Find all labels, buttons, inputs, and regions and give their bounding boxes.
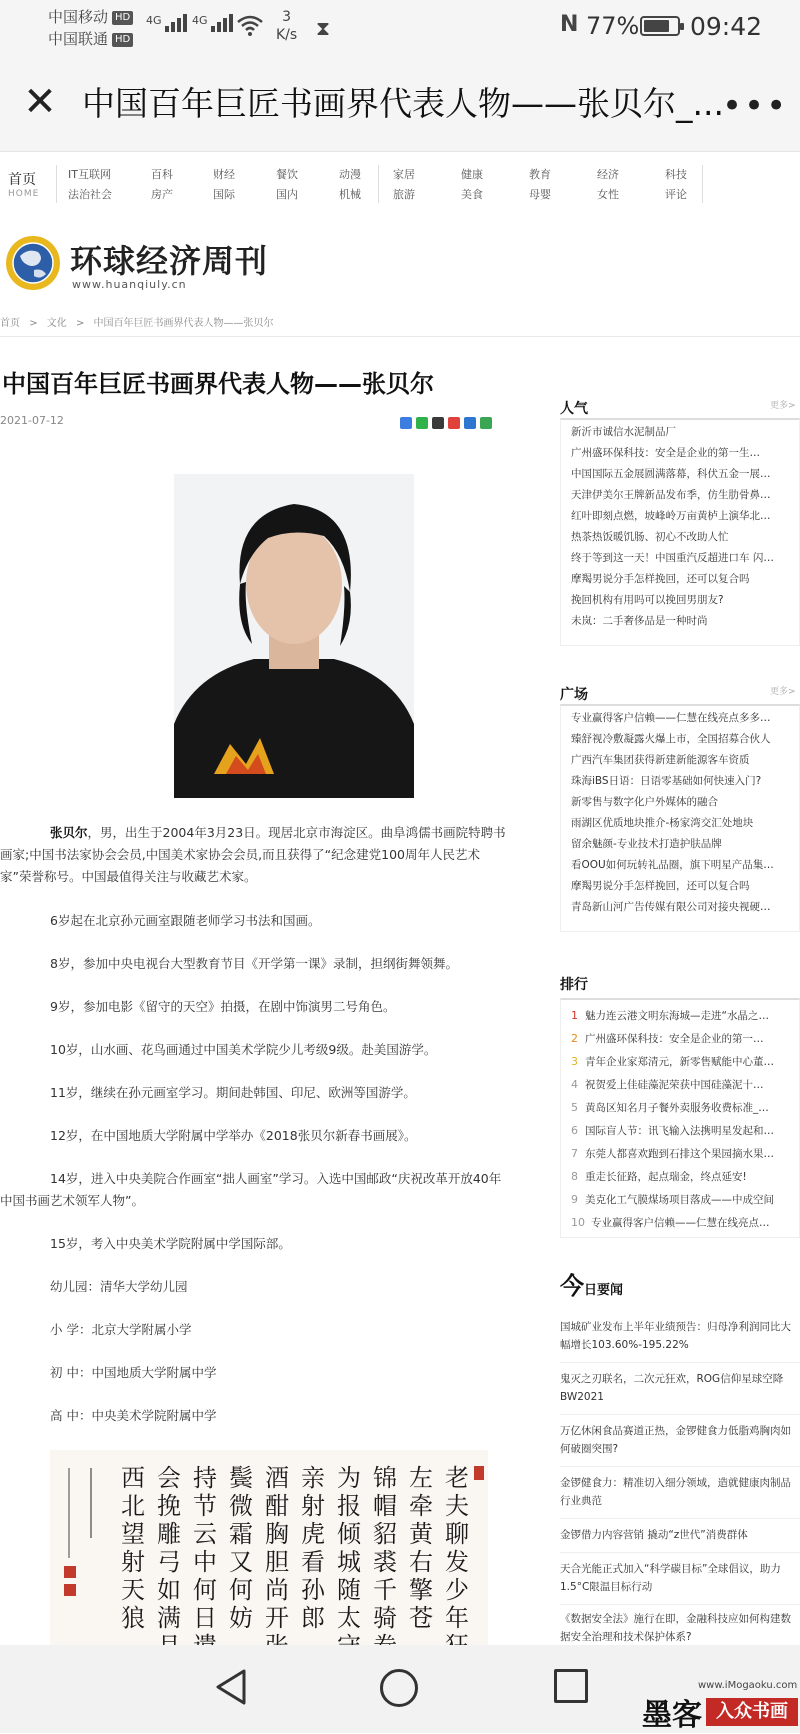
popular-more-link[interactable]: 更多> [770,401,796,411]
nav-col-7 [461,165,483,205]
list-item[interactable]: 红叶即刻点燃，坡峰岭万亩黄栌上演华北… [571,510,771,522]
baidu-icon[interactable] [464,417,476,429]
watermark-logo: 墨客 [642,1698,702,1733]
share-plus-icon[interactable] [400,417,412,429]
weibo-icon[interactable] [448,417,460,429]
calligraphy-column: 为报倾城随太 [337,1464,361,1632]
more-menu-icon[interactable]: ••• [722,86,789,126]
site-url: www.huanqiuly.cn [72,278,187,291]
rank-item[interactable]: 6 国际盲人节：讯飞输入法携明星发起和… [571,1124,774,1137]
nav-link[interactable]: 国际 [213,188,235,201]
news-item[interactable]: 金锣健食力：精准切入细分领域，造就健康肉制品行业典范 [560,1477,791,1507]
article-paragraph: 初 中：中国地质大学附属中学 [50,1365,217,1380]
article-paragraph: 10岁，山水画、花鸟画通过中国美术学院少儿考级9级。赴美国游学。 [50,1042,437,1057]
calligraphy-column: 亲射虎看孙郎 [301,1464,325,1632]
list-item[interactable]: 广州盛环保科技：安全是企业的第一生… [571,447,760,459]
watermark-url: www.iMogaoku.com [698,1680,798,1691]
news-item[interactable]: 金锣借力内容营销 撬动“z世代”消费群体 [560,1529,748,1541]
battery-percent: 77% [586,12,640,40]
seal-stamp [64,1584,76,1596]
back-triangle-icon[interactable] [212,1667,252,1707]
portrait-photo [174,474,414,798]
square-heading: 广场 [560,687,588,703]
news-item[interactable]: 鬼灭之刃联名，二次元狂欢，ROG信仰星球空降BW2021 [560,1373,784,1403]
article-paragraph: 9岁，参加电影《留守的天空》拍摄，在剧中饰演男二号角色。 [50,999,396,1014]
browser-title-bar [0,54,800,152]
popular-heading: 人气 [560,401,588,417]
globe-logo-icon[interactable] [4,234,62,292]
qq-icon[interactable] [432,417,444,429]
nav-col-4 [276,165,298,205]
hd-badge-1: HD [112,11,133,25]
rank-list [560,998,800,1238]
article-paragraph: 小 学：北京大学附属小学 [50,1322,192,1337]
nav-link[interactable]: 法治社会 [68,188,112,201]
breadcrumb-separator: > [75,318,85,329]
nav-home[interactable]: 首页 HOME [8,172,40,199]
news-divider [560,1362,800,1363]
article-date: 2021-07-12 [0,414,64,427]
clock: 09:42 [690,12,763,41]
news-item[interactable]: 国城矿业发布上半年业绩预告：归母净利润同比大幅增长103.60%-195.22% [560,1321,791,1351]
person-name: 张贝尔 [50,825,88,840]
nav-link[interactable]: 餐饮 [276,168,298,181]
article-intro: 张贝尔，男，出生于2004年3月23日。现居北京市海淀区。曲阜鸿儒书画院特聘书画家;中国书法家协会会员,中国美术家协会会员,而且获得了“纪念建党100周年人民艺术家”荣誉称号。中国最值得关注与收藏艺术家。 [0,825,506,884]
news-divider [560,1552,800,1553]
breadcrumb-home[interactable]: 首页 [0,318,20,329]
carrier-info [48,6,133,50]
nav-link[interactable]: 经济 [597,168,619,181]
rank-heading: 排行 [560,977,588,993]
list-item[interactable]: 珠海iBS日语：日语零基础如何快速入门? [571,775,762,787]
nav-link[interactable]: 家居 [393,168,415,181]
list-item[interactable]: 中国国际五金展圆满落幕，科伏五金一展… [571,468,771,480]
nav-divider [56,165,57,203]
close-icon[interactable]: ✕ [23,79,57,125]
list-item[interactable]: 雨湖区优质地块推介-杨家湾交汇处地块 [571,817,754,829]
list-item[interactable]: 留余魅颜-专业技术打造护肤品牌 [571,838,722,850]
rank-item[interactable]: 8 重走长征路，起点瑞金，终点延安! [571,1170,747,1183]
nav-link[interactable]: 国内 [276,188,298,201]
article-paragraph: 14岁，进入中央美院合作画室“拙人画室”学习。入选中国邮政“庆祝改革开放40年中国书画艺术领军人物”。 [0,1171,502,1208]
list-item[interactable]: 未岚：二手奢侈品是一种时尚 [571,615,708,627]
calligraphy-column: 西北望射天狼 [121,1464,145,1632]
nav-divider [378,165,379,203]
list-item[interactable]: 专业赢得客户信赖——仁慧在线亮点多多… [571,712,771,724]
nav-col-8 [529,165,551,205]
nfc-icon: N [560,12,579,37]
wechat-icon[interactable] [416,417,428,429]
breadcrumb-current: 中国百年巨匠书画界代表人物——张贝尔 [93,318,274,329]
recent-apps-icon[interactable] [554,1669,588,1703]
nav-link[interactable]: 女性 [597,188,619,201]
nav-link[interactable]: 机械 [339,188,361,201]
list-item[interactable]: 终于等到这一天！中国重汽反超进口车 闪… [571,552,774,564]
watermark-badge: 入众书画 [706,1698,798,1726]
list-item[interactable]: 挽回机构有用吗可以挽回男朋友? [571,594,724,606]
breadcrumb [0,314,280,329]
rank-item[interactable]: 7 东莞人都喜欢跑到石排这个果园摘水果… [571,1147,774,1160]
rank-item[interactable]: 4 祝贺爱上佳硅藻泥荣获中国硅藻泥十… [571,1078,764,1091]
home-circle-icon[interactable] [380,1669,418,1707]
status-bar [0,0,800,54]
list-item[interactable]: 新零售与数字化户外媒体的融合 [571,796,718,808]
rank-item[interactable]: 5 黄岛区知名月子餐外卖服务收费标准_… [571,1101,769,1114]
site-logo-text[interactable]: 环球经济周刊 [70,242,269,280]
calligraphy-artwork [50,1450,488,1645]
share-bar [400,414,496,433]
today-news-heading: 今日要闻 [560,1272,624,1300]
breadcrumb-separator: > [29,318,38,329]
seal-stamp [64,1566,76,1578]
nav-link[interactable]: 母婴 [529,188,551,201]
nav-divider [702,165,703,203]
list-item[interactable]: 广西汽车集团获得新建新能源客车资质 [571,754,750,766]
nav-col-9 [597,165,619,205]
nav-col-5 [339,165,361,205]
article-paragraph: 高 中：中央美术学院附属中学 [50,1408,217,1423]
calligraphy-column: 酒酣胸胆尚开 [265,1464,289,1632]
nav-link[interactable]: 百科 [151,168,173,181]
list-item[interactable]: 青岛新山河广告传媒有限公司对接央视硬… [571,901,771,913]
news-divider [560,1604,800,1605]
douban-icon[interactable] [480,417,492,429]
inscription-mark [90,1468,92,1538]
rank-item[interactable]: 1 魅力连云港文明东海城—走进“水晶之… [571,1009,769,1022]
article-paragraph: 15岁，考入中央美术学院附属中学国际部。 [50,1236,291,1251]
list-item[interactable]: 看OOU如何玩转礼品圈，旗下明星产品集… [571,859,774,871]
news-divider [560,1414,800,1415]
battery-icon [640,16,680,36]
nav-link[interactable]: 评论 [665,188,687,201]
category-nav [0,153,800,209]
square-list [560,704,800,932]
nav-link[interactable]: 美食 [461,188,483,201]
rank-item[interactable]: 3 青年企业家郑清元，新零售赋能中心董… [571,1055,774,1068]
calligraphy-column: 会挽雕弓如满 [157,1464,181,1632]
nav-col-6 [393,165,415,205]
news-item[interactable]: 天合光能正式加入“科学碳目标”全球倡议，助力1.5°C限温目标行动 [560,1563,781,1593]
nav-link[interactable]: 教育 [529,168,551,181]
header-divider [0,336,800,337]
hourglass-icon: ⧗ [316,16,331,40]
list-item[interactable]: 热茶热饭暖饥肠、初心不改助人忙 [571,531,729,543]
news-item[interactable]: 《数据安全法》施行在即，金融科技应如何构建数据安全治理和技术保护体系? [560,1613,791,1643]
article-paragraph: 12岁，在中国地质大学附属中学举办《2018张贝尔新春书画展》。 [50,1128,417,1143]
nav-link[interactable]: 动漫 [339,168,361,181]
list-item[interactable]: 摩羯男说分手怎样挽回，还可以复合吗 [571,573,750,585]
list-item[interactable]: 新沂市诚信水泥制品厂 [571,426,676,438]
breadcrumb-culture[interactable]: 文化 [46,318,67,329]
signal-2-icon: 4G [192,14,235,32]
list-item[interactable]: 摩羯男说分手怎样挽回，还可以复合吗 [571,880,750,892]
article-paragraph: 11岁，继续在孙元画室学习。期间赴韩国、印尼、欧洲等国游学。 [50,1085,416,1100]
calligraphy-column: 左牵黄右擎苍 [409,1464,433,1632]
carrier-1: 中国移动 [48,8,109,26]
news-divider [560,1518,800,1519]
nav-col-1 [68,165,112,205]
nav-link[interactable]: 财经 [213,168,235,181]
wifi-icon [236,14,264,36]
network-speed: 3 K/s [276,9,298,43]
calligraphy-column: 老夫聊发少年 [445,1464,469,1632]
hd-badge-2: HD [112,33,133,47]
nav-col-3 [213,165,235,205]
site-header [0,224,800,304]
rank-item[interactable]: 2 广州盛环保科技：安全是企业的第一… [571,1032,764,1045]
carrier-2: 中国联通 [48,30,109,48]
list-item[interactable]: 臻舒视冷敷凝露火爆上市，全国招募合伙人 [571,733,771,745]
article-paragraph: 幼儿园：清华大学幼儿园 [50,1279,188,1294]
article-title: 中国百年巨匠书画界代表人物——张贝尔 [2,370,434,398]
calligraphy-column: 锦帽貂裘千骑 [373,1464,397,1632]
news-divider [560,1466,800,1467]
nav-col-2 [151,165,173,205]
page-title: 中国百年巨匠书画界代表人物——张贝尔_... [82,84,724,123]
nav-link[interactable]: 健康 [461,168,483,181]
inscription-mark [68,1468,70,1558]
calligraphy-column: 鬓微霜又何妨 [229,1464,253,1632]
nav-link[interactable]: 旅游 [393,188,415,201]
calligraphy-column: 持节云中何日 [193,1464,217,1632]
news-item[interactable]: 万亿休闲食品赛道正热，金锣健食力低脂鸡胸肉如何破圈突围? [560,1425,791,1455]
seal-stamp [474,1466,484,1480]
square-more-link[interactable]: 更多> [770,687,796,697]
nav-link[interactable]: 房产 [151,188,173,201]
article-paragraph: 6岁起在北京孙元画室跟随老师学习书法和国画。 [50,913,321,928]
rank-item[interactable]: 10 专业赢得客户信赖——仁慧在线亮点… [571,1216,770,1229]
article-paragraph: 8岁，参加中央电视台大型教育节目《开学第一课》录制，担纲街舞领舞。 [50,956,458,971]
nav-col-10 [665,165,687,205]
signal-1-icon: 4G [146,14,189,32]
nav-link[interactable]: 科技 [665,168,687,181]
list-item[interactable]: 天津伊美尔王牌新品发布季，仿生肋骨鼻… [571,489,771,501]
popular-list [560,418,800,646]
nav-link[interactable]: IT互联网 [68,168,111,181]
rank-item[interactable]: 9 美克化工气膜煤场项目落成——中成空间 [571,1193,774,1206]
